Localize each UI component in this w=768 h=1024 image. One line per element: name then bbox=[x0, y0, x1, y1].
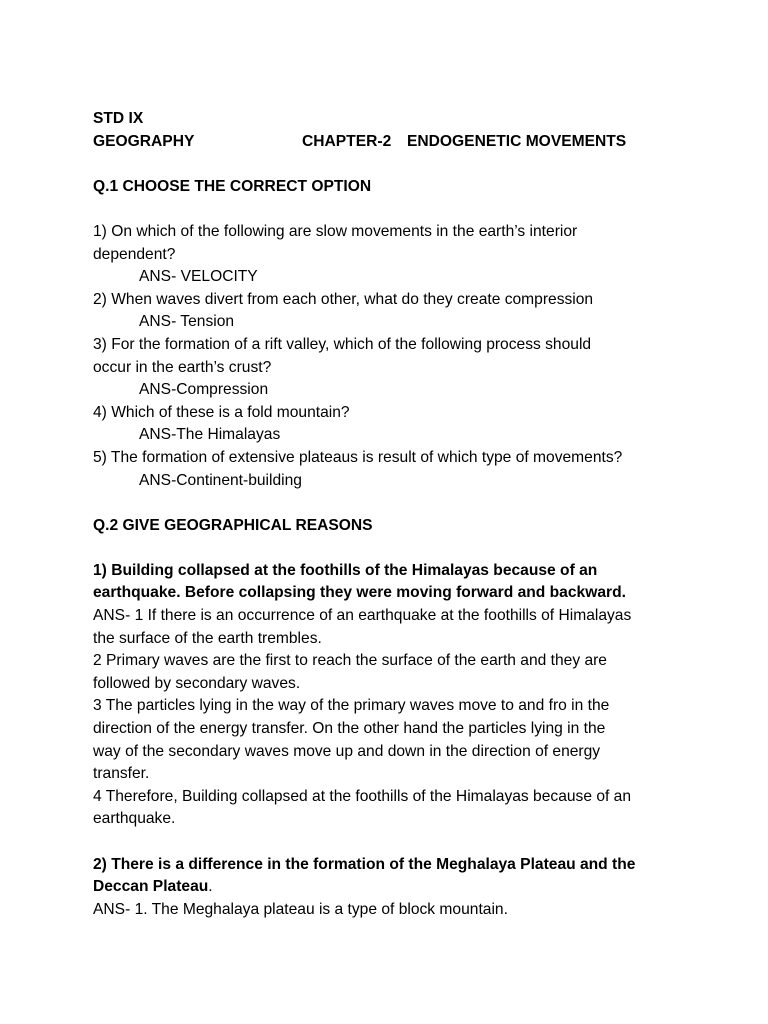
q1-item-4-answer: ANS-The Himalayas bbox=[139, 426, 281, 444]
q2-reason-1-question: 1) Building collapsed at the foothills of the Himalayas because of an bbox=[93, 561, 598, 579]
spacer bbox=[93, 153, 668, 176]
header-row bbox=[93, 131, 668, 154]
q1-item-1-answer: ANS- VELOCITY bbox=[139, 268, 258, 286]
q1-item-1-question-cont: dependent? bbox=[93, 245, 176, 263]
q1-item-3-question: 3) For the formation of a rift valley, which of the following process should bbox=[93, 335, 592, 353]
q2-reason-1-question-cont: earthquake. Before collapsing they were moving forward and backward. bbox=[93, 584, 626, 602]
q2-reason-2-question-period: . bbox=[208, 878, 213, 896]
q1-item-2-answer: ANS- Tension bbox=[139, 313, 235, 331]
q1-item-3-question-cont: occur in the earth’s crust? bbox=[93, 358, 272, 376]
document-body bbox=[93, 108, 668, 921]
spacer bbox=[93, 198, 668, 221]
q1-item-4-question: 4) Which of these is a fold mountain? bbox=[93, 403, 350, 421]
spacer bbox=[93, 492, 668, 515]
spacer bbox=[93, 831, 668, 854]
q2-heading: Q.2 GIVE GEOGRAPHICAL REASONS bbox=[93, 516, 373, 534]
q2-reason-1-answer-line: 2 Primary waves are the first to reach the surface of the earth and they are bbox=[93, 652, 607, 670]
q2-reason-2-question-cont bbox=[93, 876, 668, 899]
q1-heading: Q.1 CHOOSE THE CORRECT OPTION bbox=[93, 177, 372, 195]
class-label: STD IX bbox=[93, 110, 144, 127]
q2-reason-1-answer-line: way of the secondary waves move up and down in the direction of energy bbox=[93, 742, 601, 760]
q2-reason-2-question: 2) There is a difference in the formation of the Meghalaya Plateau and the bbox=[93, 855, 636, 873]
q2-reason-1-answer-line: ANS- 1 If there is an occurrence of an earthquake at the foothills of Himalayas bbox=[93, 607, 632, 625]
subject-label: GEOGRAPHY bbox=[93, 132, 195, 150]
spacer bbox=[93, 537, 668, 560]
chapter-label: CHAPTER-2 bbox=[302, 132, 392, 150]
q1-item-5-question: 5) The formation of extensive plateaus is result of which type of movements? bbox=[93, 448, 623, 466]
q2-reason-2-answer-line: ANS- 1. The Meghalaya plateau is a type of block mountain. bbox=[93, 900, 508, 918]
q2-reason-1-answer-line: transfer. bbox=[93, 765, 150, 783]
q2-reason-1-answer-line: the surface of the earth trembles. bbox=[93, 629, 322, 647]
q2-reason-1-answer-line: earthquake. bbox=[93, 810, 176, 828]
q1-item-5-answer: ANS-Continent-building bbox=[139, 471, 302, 489]
q2-reason-1-answer-line: 4 Therefore, Building collapsed at the foothills of the Himalayas because of an bbox=[93, 787, 632, 805]
q1-item-3-answer: ANS-Compression bbox=[139, 381, 269, 399]
q1-item-2-question: 2) When waves divert from each other, what do they create compression bbox=[93, 290, 594, 308]
q2-reason-1-answer-line: followed by secondary waves. bbox=[93, 674, 301, 692]
q2-reason-2-question-bold-part: Deccan Plateau bbox=[93, 878, 209, 896]
q1-item-1-question: 1) On which of the following are slow movements in the earth’s interior bbox=[93, 222, 578, 240]
q2-reason-1-answer-line: 3 The particles lying in the way of the primary waves move to and fro in the bbox=[93, 697, 610, 715]
q2-reason-1-answer-line: direction of the energy transfer. On the other hand the particles lying in the bbox=[93, 720, 606, 738]
chapter-topic: ENDOGENETIC MOVEMENTS bbox=[407, 132, 627, 150]
